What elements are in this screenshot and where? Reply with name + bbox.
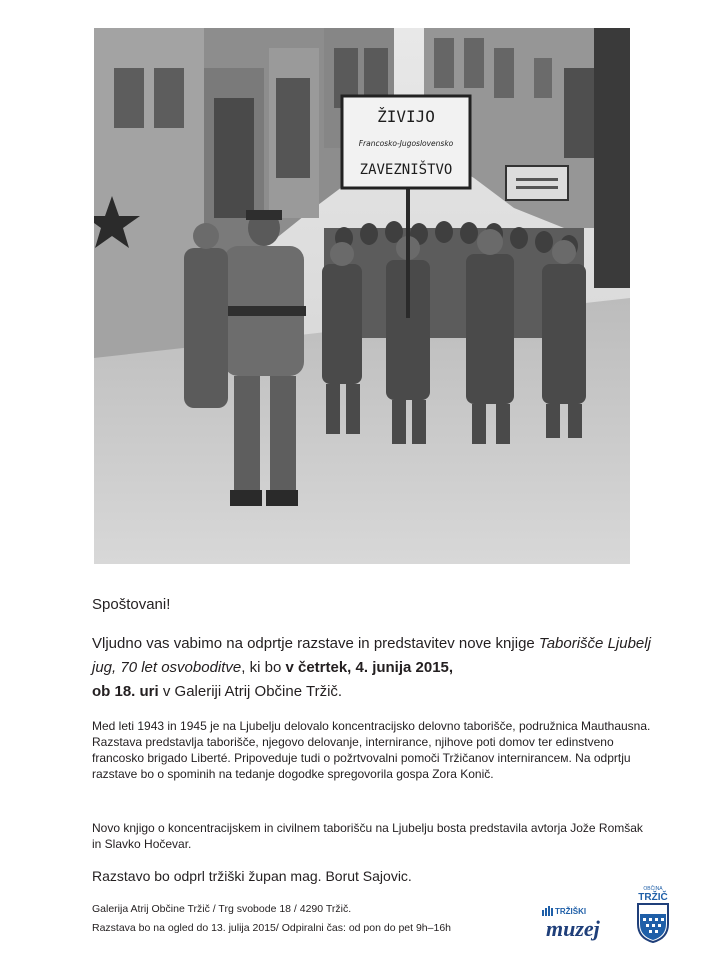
footer-info [92, 900, 451, 938]
invite-part1: Vljudno vas vabimo na odprtje razstave in predstavitev nove knjige [92, 635, 539, 652]
museum-logo-icon [540, 894, 626, 942]
invite-part3: v Galeriji Atrij Občine Tržič. [158, 683, 343, 700]
footer-hours: Razstava bo na ogled do 13. julija 2015/ Odpiralni čas: od pon do pet 9h–16h [92, 922, 452, 934]
paragraph-exhibition: Med leti 1943 in 1945 je na Ljubelju delovalo koncentracijsko delovno taborišče, podružnica Mauthausna. Razstava predstavlja taborišče, njegovo delovanje, internirance, njihove poti domov ter edinstveno francosko brigado Liberté. Pripoveduje tudi o požrtvovalni pomoči Tržičanov interniranceм. Na odprtju razstave bo o spominih na tedanje dogodke spregovorila gospa Zora Konič. [92, 719, 651, 781]
crest-small-text: OBČINA [643, 886, 663, 892]
invite-part2: , ki bo [241, 659, 286, 676]
banner-line-1: ŽIVIJO [377, 107, 435, 126]
historic-photo [94, 28, 630, 564]
greeting: Spoštovani! [92, 596, 171, 613]
footer-address: Galerija Atrij Občine Tržič / Trg svobode 18 / 4290 Tržič. [92, 903, 352, 915]
crest-text: TRŽIČ [638, 892, 668, 903]
event-time: ob 18. uri [92, 683, 159, 700]
small-banner [506, 166, 568, 200]
museum-logo-small: TRŽIŠKI [555, 907, 587, 916]
banner-line-3: ZAVEZNIŠTVO [359, 162, 453, 178]
book-title: Taborišče Ljubelj jug, 70 let osvoboditve [92, 635, 651, 676]
banner-line-2: Francosko-Jugoslovensko [358, 139, 454, 148]
crest-icon [634, 884, 672, 944]
photo-scene [94, 28, 630, 564]
municipality-crest [634, 884, 672, 944]
opening-note: Razstavo bo odprl tržiški župan mag. Borut Sajovic. [92, 868, 412, 884]
museum-logo-big: muzej [546, 916, 600, 941]
paragraph-book: Novo knjigo o koncentracijskem in civilnem taborišču na Ljubelju bosta predstavila avtorja Jože Romšak in Slavko Hočevar. [92, 821, 643, 851]
invitation-text [92, 632, 652, 704]
museum-logo [540, 894, 626, 942]
event-date: v četrtek, 4. junija 2015, [285, 659, 454, 676]
